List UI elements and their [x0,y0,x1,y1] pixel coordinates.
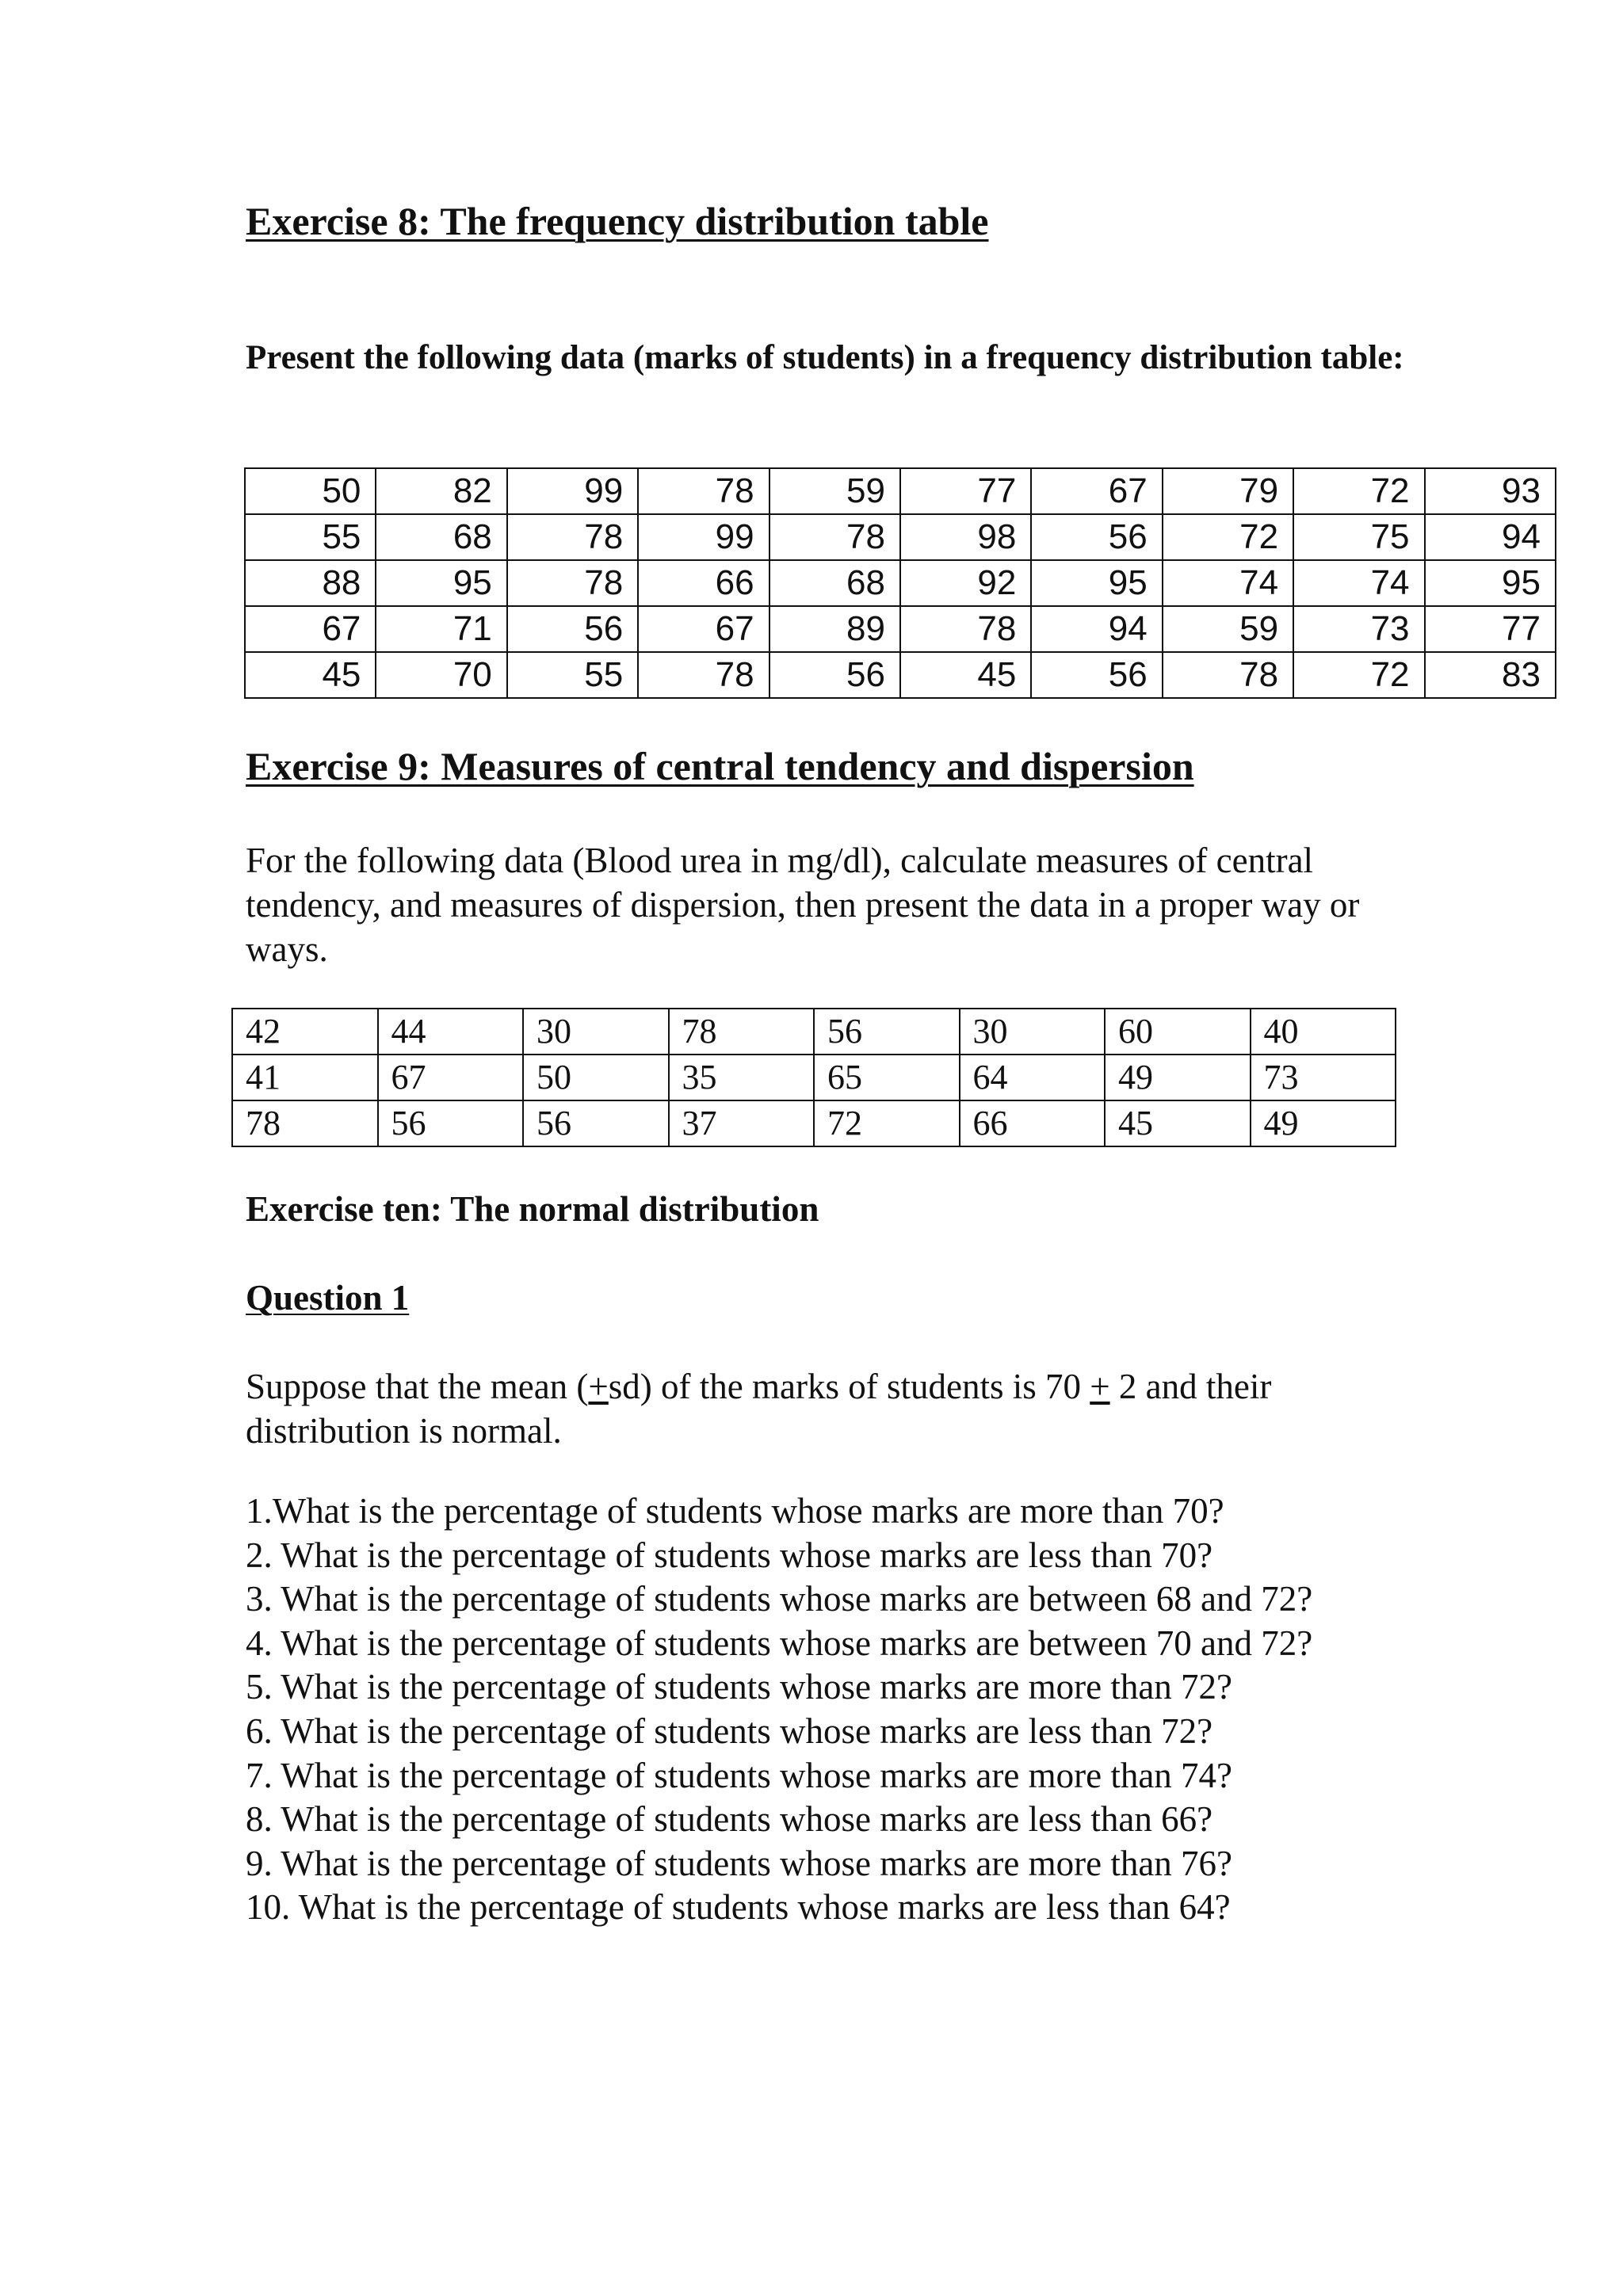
table-cell: 56 [1031,652,1162,698]
intro-part3: 2 and their distribution is normal. [246,1367,1272,1451]
table-cell: 41 [232,1055,378,1100]
table-cell: 66 [960,1100,1106,1146]
table-row [232,1100,1396,1146]
table-cell: 94 [1031,606,1162,652]
table-cell: 50 [245,468,376,514]
question-item: 2. What is the percentage of students whose marks are less than 70? [246,1535,1213,1575]
table-cell: 60 [1105,1009,1251,1055]
table-cell: 68 [769,560,900,606]
table-cell: 72 [1293,468,1424,514]
table-cell: 66 [638,560,769,606]
table-cell: 59 [1163,606,1293,652]
question-item: 7. What is the percentage of students whose marks are more than 74? [246,1755,1233,1795]
exercise8-title: Exercise 8: The frequency distribution table [246,199,989,243]
table-cell: 55 [507,652,638,698]
table-cell: 56 [1031,514,1162,560]
table-cell: 78 [638,468,769,514]
table-cell: 74 [1293,560,1424,606]
table-cell: 95 [1031,560,1162,606]
table-cell: 44 [378,1009,524,1055]
table-cell: 65 [814,1055,960,1100]
table-cell: 30 [523,1009,669,1055]
question-item: 3. What is the percentage of students whose marks are between 68 and 72? [246,1579,1313,1619]
exercise8-instruction: Present the following data (marks of students) in a frequency distribution table: [246,339,1404,376]
table-cell: 79 [1163,468,1293,514]
question-list [246,1489,1387,1930]
table-cell: 67 [378,1055,524,1100]
table-cell: 72 [1163,514,1293,560]
table-cell: 56 [814,1009,960,1055]
table-cell: 35 [669,1055,815,1100]
table-row [245,652,1556,698]
table-cell: 42 [232,1009,378,1055]
table-cell: 72 [1293,652,1424,698]
plus-minus-sign: + [1090,1367,1110,1406]
exercise10-title: Exercise ten: The normal distribution [246,1189,819,1229]
question-item: 1.What is the percentage of students whose marks are more than 70? [246,1491,1224,1531]
table-row [245,468,1556,514]
table-cell: 77 [1425,606,1556,652]
table-cell: 64 [960,1055,1106,1100]
table-cell: 68 [376,514,506,560]
table-cell: 95 [1425,560,1556,606]
table-cell: 45 [245,652,376,698]
table-cell: 74 [1163,560,1293,606]
exercise9-instruction: For the following data (Blood urea in mg/dl), calculate measures of central tendency, and measures of dispersion, then present the data in a proper way or ways. [246,841,1360,969]
exercise10-intro [246,1364,1387,1453]
table-cell: 37 [669,1100,815,1146]
table-cell: 92 [900,560,1031,606]
table-cell: 78 [769,514,900,560]
table-cell: 56 [507,606,638,652]
question-item: 10. What is the percentage of students whose marks are less than 64? [246,1887,1231,1928]
table-row [245,560,1556,606]
table-cell: 45 [1105,1100,1251,1146]
table-row [245,606,1556,652]
table-cell: 88 [245,560,376,606]
table-cell: 56 [378,1100,524,1146]
table-cell: 49 [1105,1055,1251,1100]
table-cell: 50 [523,1055,669,1100]
question-item: 9. What is the percentage of students whose marks are more than 76? [246,1843,1233,1883]
table-cell: 56 [769,652,900,698]
table-cell: 99 [507,468,638,514]
table-cell: 78 [1163,652,1293,698]
table-cell: 67 [638,606,769,652]
table-cell: 98 [900,514,1031,560]
table-cell: 95 [376,560,506,606]
marks-table [244,467,1556,699]
question1-heading: Question 1 [246,1278,410,1318]
table-cell: 70 [376,652,506,698]
question-item: 8. What is the percentage of students whose marks are less than 66? [246,1799,1213,1840]
table-cell: 89 [769,606,900,652]
table-cell: 40 [1251,1009,1396,1055]
exercise9-title: Exercise 9: Measures of central tendency and dispersion [246,744,1194,788]
table-cell: 59 [769,468,900,514]
table-cell: 78 [669,1009,815,1055]
table-cell: 49 [1251,1100,1396,1146]
table-cell: 94 [1425,514,1556,560]
table-cell: 78 [900,606,1031,652]
table-cell: 78 [232,1100,378,1146]
plus-minus-sign: + [588,1367,609,1406]
table-cell: 45 [900,652,1031,698]
table-cell: 83 [1425,652,1556,698]
table-cell: 82 [376,468,506,514]
question-item: 6. What is the percentage of students whose marks are less than 72? [246,1711,1213,1751]
table-cell: 72 [814,1100,960,1146]
table-cell: 99 [638,514,769,560]
question-item: 4. What is the percentage of students whose marks are between 70 and 72? [246,1623,1313,1663]
table-cell: 73 [1293,606,1424,652]
table-cell: 78 [507,514,638,560]
table-cell: 75 [1293,514,1424,560]
table-row [232,1009,1396,1055]
table-cell: 77 [900,468,1031,514]
table-cell: 56 [523,1100,669,1146]
table-cell: 71 [376,606,506,652]
table-cell: 93 [1425,468,1556,514]
intro-part1: Suppose that the mean ( [246,1367,589,1406]
table-cell: 55 [245,514,376,560]
table-cell: 73 [1251,1055,1396,1100]
table-row [245,514,1556,560]
table-cell: 78 [638,652,769,698]
table-cell: 30 [960,1009,1106,1055]
table-cell: 67 [245,606,376,652]
intro-part2: sd) of the marks of students is 70 [608,1367,1090,1406]
blood-urea-table [231,1008,1396,1147]
question-item: 5. What is the percentage of students whose marks are more than 72? [246,1667,1233,1707]
table-cell: 67 [1031,468,1162,514]
table-row [232,1055,1396,1100]
table-cell: 78 [507,560,638,606]
